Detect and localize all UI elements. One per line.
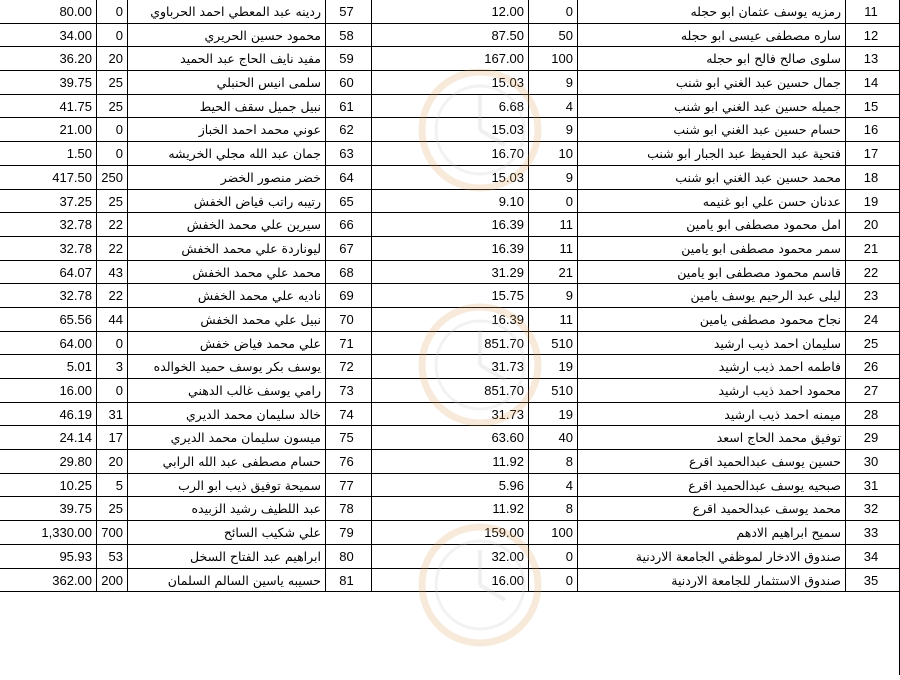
row-shares-right: 19 xyxy=(528,403,577,426)
row-name-right: عدنان حسن علي ابو غنيمه xyxy=(577,190,845,213)
row-seq-left: 63 xyxy=(325,142,371,165)
row-seq-right: 11 xyxy=(845,0,900,23)
row-shares-left: 5 xyxy=(96,474,127,497)
row-seq-right: 18 xyxy=(845,166,900,189)
row-seq-left: 73 xyxy=(325,379,371,402)
row-shares-left: 0 xyxy=(96,0,127,23)
row-shares-left: 25 xyxy=(96,95,127,118)
row-name-right: سليمان احمد ذيب ارشيد xyxy=(577,332,845,355)
row-seq-left: 78 xyxy=(325,497,371,520)
row-amount-left: 1,330.00 xyxy=(41,525,92,541)
row-shares-left: 22 xyxy=(96,284,127,307)
row-name-right: صندوق الادخار لموظفي الجامعة الاردنية xyxy=(577,545,845,568)
row-name-left: علي محمد فياض خفش xyxy=(127,332,325,355)
table-row xyxy=(0,332,900,356)
row-name-left: عوني محمد احمد الخباز xyxy=(127,118,325,141)
row-shares-left: 17 xyxy=(96,426,127,449)
row-name-left: حسيبه ياسين السالم السلمان xyxy=(127,569,325,592)
row-seq-right: 27 xyxy=(845,379,900,402)
row-seq-left: 68 xyxy=(325,261,371,284)
row-shares-right: 0 xyxy=(528,545,577,568)
row-amount-right: 87.50 xyxy=(371,24,528,47)
row-amount-left: 362.00 xyxy=(52,572,92,588)
row-seq-right: 21 xyxy=(845,237,900,260)
row-amount-right: 15.03 xyxy=(371,118,528,141)
row-seq-right: 30 xyxy=(845,450,900,473)
row-amount-right: 167.00 xyxy=(371,47,528,70)
table-row xyxy=(0,190,900,214)
row-amount-right: 16.70 xyxy=(371,142,528,165)
row-name-right: رمزيه يوسف عثمان ابو حجله xyxy=(577,0,845,23)
row-amount-right: 9.10 xyxy=(371,190,528,213)
row-shares-right: 21 xyxy=(528,261,577,284)
table-row xyxy=(0,450,900,474)
row-seq-left: 81 xyxy=(325,569,371,592)
table-row xyxy=(0,47,900,71)
row-amount-left: 80.00 xyxy=(59,4,92,19)
table-row xyxy=(0,545,900,569)
row-shares-left: 22 xyxy=(96,237,127,260)
row-amount-right: 6.68 xyxy=(371,95,528,118)
row-seq-right: 22 xyxy=(845,261,900,284)
table-row xyxy=(0,403,900,427)
row-seq-right: 31 xyxy=(845,474,900,497)
table-row xyxy=(0,237,900,261)
row-amount-left: 10.25 xyxy=(59,477,92,493)
row-amount-left: 39.75 xyxy=(59,75,92,91)
row-seq-right: 16 xyxy=(845,118,900,141)
row-shares-right: 11 xyxy=(528,308,577,331)
row-shares-left: 25 xyxy=(96,497,127,520)
row-name-right: محمد يوسف عبدالحميد اقرع xyxy=(577,497,845,520)
row-name-left: خالد سليمان محمد الديري xyxy=(127,403,325,426)
row-seq-left: 80 xyxy=(325,545,371,568)
row-amount-right: 15.03 xyxy=(371,166,528,189)
row-seq-right: 26 xyxy=(845,355,900,378)
row-seq-left: 62 xyxy=(325,118,371,141)
row-seq-right: 19 xyxy=(845,190,900,213)
row-shares-right: 0 xyxy=(528,569,577,592)
row-shares-left: 25 xyxy=(96,71,127,94)
row-amount-right: 16.39 xyxy=(371,237,528,260)
table-row xyxy=(0,213,900,237)
row-shares-right: 8 xyxy=(528,450,577,473)
row-name-right: امل محمود مصطفى ابو يامين xyxy=(577,213,845,236)
row-amount-left: 417.50 xyxy=(52,169,92,185)
table-row xyxy=(0,474,900,498)
row-seq-left: 71 xyxy=(325,332,371,355)
row-seq-right: 25 xyxy=(845,332,900,355)
row-shares-right: 10 xyxy=(528,142,577,165)
row-amount-right: 16.00 xyxy=(371,569,528,592)
table-row xyxy=(0,166,900,190)
row-seq-right: 29 xyxy=(845,426,900,449)
row-amount-right: 12.00 xyxy=(371,0,528,23)
row-shares-left: 25 xyxy=(96,190,127,213)
row-name-right: سمر محمود مصطفى ابو يامين xyxy=(577,237,845,260)
row-amount-left: 37.25 xyxy=(59,193,92,209)
row-name-right: قاسم محمود مصطفى ابو يامين xyxy=(577,261,845,284)
row-shares-right: 4 xyxy=(528,474,577,497)
row-name-right: صبحيه يوسف عبدالحميد اقرع xyxy=(577,474,845,497)
row-seq-left: 58 xyxy=(325,24,371,47)
row-shares-left: 44 xyxy=(96,308,127,331)
row-name-right: ساره مصطفى عيسى ابو حجله xyxy=(577,24,845,47)
row-name-right: حسين يوسف عبدالحميد اقرع xyxy=(577,450,845,473)
table-row xyxy=(0,521,900,545)
table-row xyxy=(0,355,900,379)
row-amount-left: 46.19 xyxy=(59,406,92,422)
row-shares-right: 9 xyxy=(528,71,577,94)
row-seq-right: 20 xyxy=(845,213,900,236)
row-seq-left: 76 xyxy=(325,450,371,473)
row-amount-left: 41.75 xyxy=(59,98,92,114)
row-amount-left: 32.78 xyxy=(59,217,92,233)
row-name-right: جمال حسين عبد الغني ابو شنب xyxy=(577,71,845,94)
row-amount-left: 21.00 xyxy=(59,122,92,138)
row-shares-right: 11 xyxy=(528,237,577,260)
row-amount-left: 32.78 xyxy=(59,240,92,256)
row-amount-left: 5.01 xyxy=(66,359,92,375)
row-seq-left: 60 xyxy=(325,71,371,94)
row-amount-right: 31.29 xyxy=(371,261,528,284)
row-seq-left: 59 xyxy=(325,47,371,70)
row-seq-left: 61 xyxy=(325,95,371,118)
row-name-left: علي شكيب السائح xyxy=(127,521,325,544)
row-seq-left: 65 xyxy=(325,190,371,213)
row-shares-left: 0 xyxy=(96,379,127,402)
row-name-right: حسام حسين عبد الغني ابو شنب xyxy=(577,118,845,141)
row-shares-right: 100 xyxy=(528,47,577,70)
row-amount-right: 31.73 xyxy=(371,355,528,378)
row-name-left: سلمى انيس الحنبلي xyxy=(127,71,325,94)
row-name-left: جمان عبد الله مجلي الخريشه xyxy=(127,142,325,165)
row-amount-left: 64.00 xyxy=(59,335,92,351)
row-amount-right: 851.70 xyxy=(371,379,528,402)
row-seq-left: 66 xyxy=(325,213,371,236)
row-name-right: نجاح محمود مصطفى يامين xyxy=(577,308,845,331)
row-seq-right: 24 xyxy=(845,308,900,331)
table-row xyxy=(0,95,900,119)
row-amount-right: 16.39 xyxy=(371,308,528,331)
table-row xyxy=(0,426,900,450)
row-amount-left: 1.50 xyxy=(66,146,92,162)
row-seq-left: 72 xyxy=(325,355,371,378)
row-name-right: محمود احمد ذيب ارشيد xyxy=(577,379,845,402)
row-amount-right: 11.92 xyxy=(371,450,528,473)
row-shares-right: 510 xyxy=(528,379,577,402)
row-name-left: ناديه علي محمد الخفش xyxy=(127,284,325,307)
row-amount-right: 851.70 xyxy=(371,332,528,355)
row-shares-left: 0 xyxy=(96,118,127,141)
row-shares-left: 31 xyxy=(96,403,127,426)
row-name-right: توفيق محمد الحاج اسعد xyxy=(577,426,845,449)
row-seq-right: 12 xyxy=(845,24,900,47)
row-name-left: محمد علي محمد الخفش xyxy=(127,261,325,284)
row-name-right: جميله حسين عبد الغني ابو شنب xyxy=(577,95,845,118)
row-name-left: ميسون سليمان محمد الديري xyxy=(127,426,325,449)
row-amount-right: 63.60 xyxy=(371,426,528,449)
table-row xyxy=(0,284,900,308)
row-amount-left: 36.20 xyxy=(59,51,92,67)
row-shares-left: 53 xyxy=(96,545,127,568)
row-seq-left: 70 xyxy=(325,308,371,331)
table-row xyxy=(0,0,900,24)
row-shares-left: 250 xyxy=(96,166,127,189)
row-shares-right: 100 xyxy=(528,521,577,544)
row-amount-left: 29.80 xyxy=(59,454,92,470)
row-seq-right: 23 xyxy=(845,284,900,307)
row-shares-left: 20 xyxy=(96,450,127,473)
row-seq-left: 79 xyxy=(325,521,371,544)
row-amount-left: 64.07 xyxy=(59,264,92,280)
row-shares-left: 43 xyxy=(96,261,127,284)
row-name-right: فتحية عبد الحفيظ عبد الجبار ابو شنب xyxy=(577,142,845,165)
row-amount-right: 11.92 xyxy=(371,497,528,520)
row-name-left: نبيل علي محمد الخفش xyxy=(127,308,325,331)
row-name-right: سلوى صالح فالح ابو حجله xyxy=(577,47,845,70)
row-shares-right: 0 xyxy=(528,0,577,23)
row-name-left: ليوناردة علي محمد الخفش xyxy=(127,237,325,260)
row-amount-left: 24.14 xyxy=(59,430,92,446)
row-shares-left: 3 xyxy=(96,355,127,378)
row-name-left: رامي يوسف غالب الدهني xyxy=(127,379,325,402)
row-amount-left: 65.56 xyxy=(59,311,92,327)
row-shares-left: 0 xyxy=(96,24,127,47)
table-row xyxy=(0,24,900,48)
row-amount-left: 39.75 xyxy=(59,501,92,517)
row-amount-right: 159.00 xyxy=(371,521,528,544)
row-name-left: عبد اللطيف رشيد الزبيده xyxy=(127,497,325,520)
row-shares-right: 40 xyxy=(528,426,577,449)
row-seq-left: 67 xyxy=(325,237,371,260)
row-shares-right: 11 xyxy=(528,213,577,236)
row-seq-right: 34 xyxy=(845,545,900,568)
row-amount-right: 5.96 xyxy=(371,474,528,497)
row-seq-left: 57 xyxy=(325,0,371,23)
row-seq-right: 28 xyxy=(845,403,900,426)
row-amount-right: 16.39 xyxy=(371,213,528,236)
row-name-right: سميح ابراهيم الادهم xyxy=(577,521,845,544)
row-shares-left: 700 xyxy=(96,521,127,544)
row-shares-left: 20 xyxy=(96,47,127,70)
row-name-left: مفيد نايف الحاج عبد الحميد xyxy=(127,47,325,70)
table-row xyxy=(0,379,900,403)
row-seq-right: 13 xyxy=(845,47,900,70)
row-name-right: ميمنه احمد ذيب ارشيد xyxy=(577,403,845,426)
row-amount-right: 31.73 xyxy=(371,403,528,426)
table-row xyxy=(0,497,900,521)
row-shares-right: 8 xyxy=(528,497,577,520)
row-seq-right: 32 xyxy=(845,497,900,520)
row-shares-left: 22 xyxy=(96,213,127,236)
row-seq-right: 15 xyxy=(845,95,900,118)
row-name-right: محمد حسين عبد الغني ابو شنب xyxy=(577,166,845,189)
row-seq-left: 75 xyxy=(325,426,371,449)
table-row xyxy=(0,118,900,142)
row-name-left: سيرين علي محمد الخفش xyxy=(127,213,325,236)
row-seq-right: 35 xyxy=(845,569,900,592)
row-shares-right: 4 xyxy=(528,95,577,118)
row-seq-right: 14 xyxy=(845,71,900,94)
row-name-left: رتيبه راتب فياض الخفش xyxy=(127,190,325,213)
row-name-left: خضر منصور الخضر xyxy=(127,166,325,189)
row-shares-left: 200 xyxy=(96,569,127,592)
row-amount-left: 16.00 xyxy=(59,383,92,398)
table-row xyxy=(0,142,900,166)
table-row xyxy=(0,71,900,95)
row-name-left: ابراهيم عبد الفتاح السخل xyxy=(127,545,325,568)
row-shares-left: 0 xyxy=(96,142,127,165)
row-seq-left: 69 xyxy=(325,284,371,307)
row-name-right: صندوق الاستثمار للجامعة الاردنية xyxy=(577,569,845,592)
row-seq-right: 33 xyxy=(845,521,900,544)
table-row xyxy=(0,569,900,593)
row-amount-right: 32.00 xyxy=(371,545,528,568)
row-seq-left: 77 xyxy=(325,474,371,497)
row-name-right: فاطمه احمد ذيب ارشيد xyxy=(577,355,845,378)
row-shares-left: 0 xyxy=(96,332,127,355)
row-shares-right: 0 xyxy=(528,190,577,213)
row-name-right: ليلى عبد الرحيم يوسف يامين xyxy=(577,284,845,307)
row-seq-left: 74 xyxy=(325,403,371,426)
row-seq-right: 17 xyxy=(845,142,900,165)
row-shares-right: 19 xyxy=(528,355,577,378)
table-row xyxy=(0,261,900,285)
row-shares-right: 9 xyxy=(528,166,577,189)
row-name-left: نبيل جميل سقف الحيط xyxy=(127,95,325,118)
row-name-left: ردينه عبد المعطي احمد الحرباوي xyxy=(127,0,325,23)
row-amount-left: 34.00 xyxy=(59,27,92,43)
row-name-left: يوسف بكر يوسف حميد الخوالده xyxy=(127,355,325,378)
row-amount-left: 32.78 xyxy=(59,288,92,304)
row-shares-right: 9 xyxy=(528,118,577,141)
row-name-left: محمود حسين الحريري xyxy=(127,24,325,47)
row-name-left: حسام مصطفى عبد الله الرابي xyxy=(127,450,325,473)
row-amount-left: 95.93 xyxy=(59,548,92,564)
row-shares-right: 50 xyxy=(528,24,577,47)
row-amount-right: 15.03 xyxy=(371,71,528,94)
row-name-left: سميحة توفيق ذيب ابو الرب xyxy=(127,474,325,497)
row-shares-right: 510 xyxy=(528,332,577,355)
row-amount-right: 15.75 xyxy=(371,284,528,307)
row-seq-left: 64 xyxy=(325,166,371,189)
table-row xyxy=(0,308,900,332)
row-shares-right: 9 xyxy=(528,284,577,307)
